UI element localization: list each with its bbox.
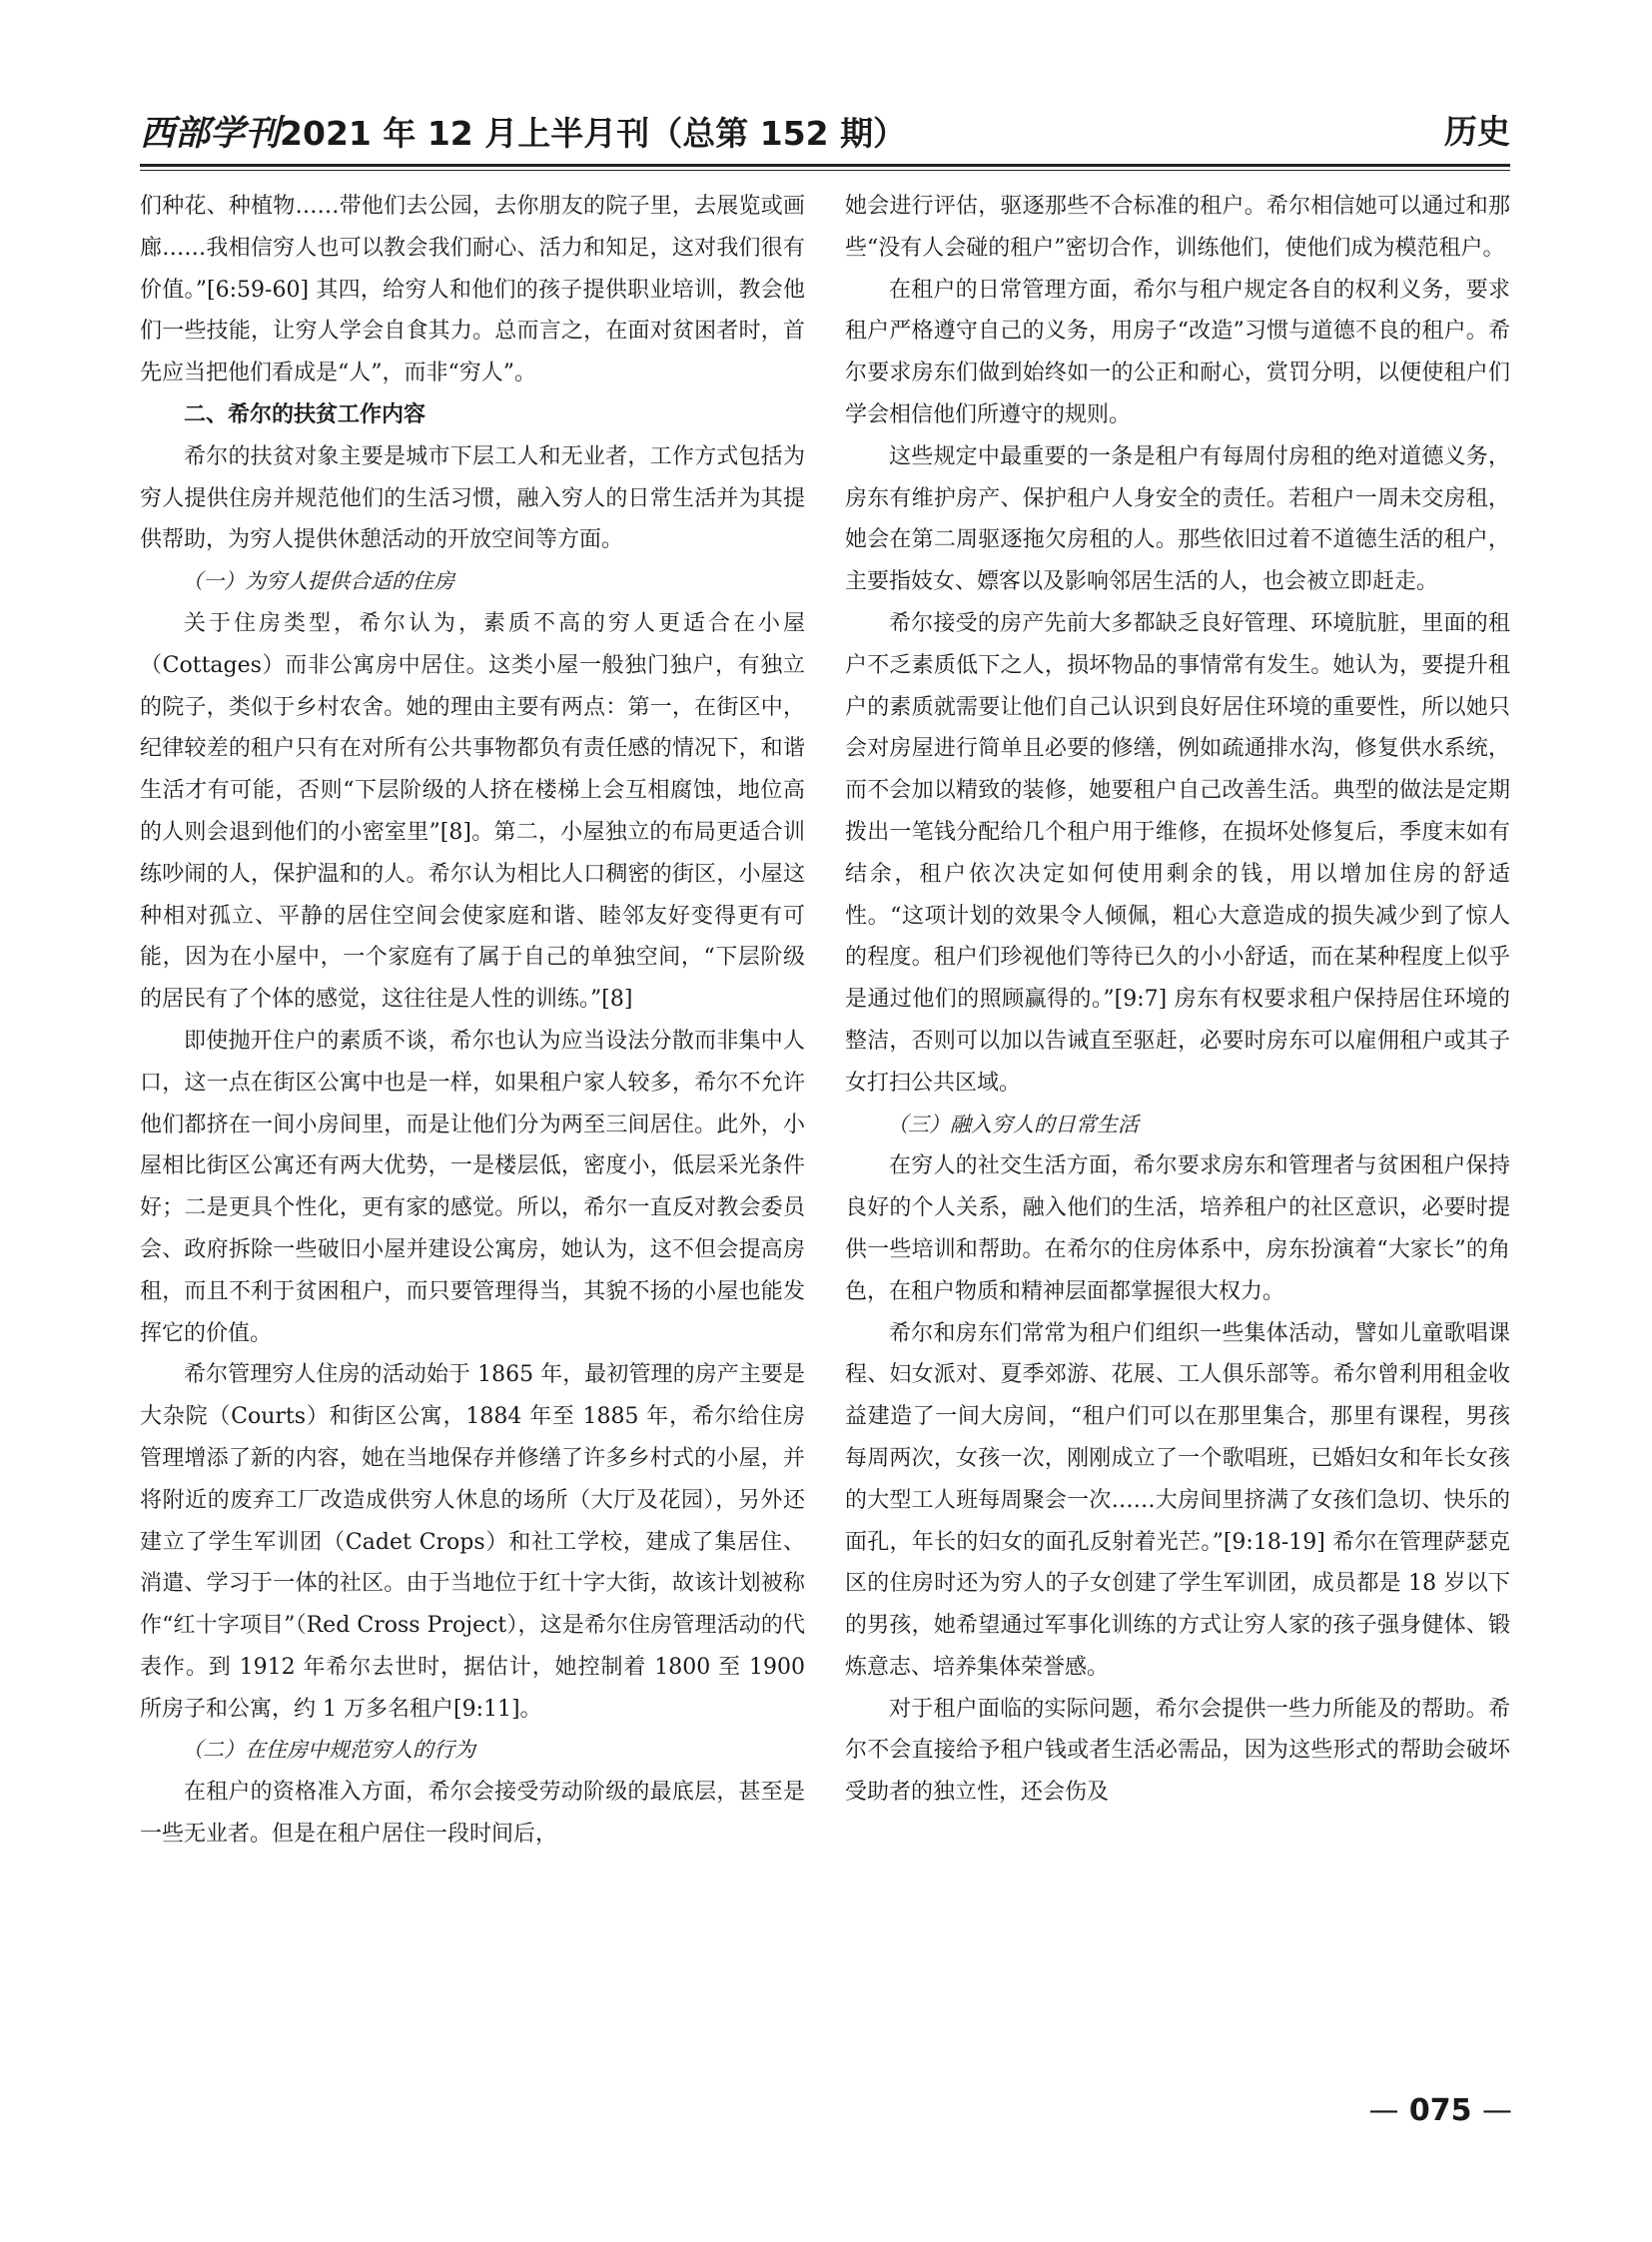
subsection-heading: （三）融入穷人的日常生活: [887, 1112, 1139, 1136]
header-rule-thin: [140, 170, 1510, 171]
journal-logo: 西部学刊: [140, 113, 281, 154]
paragraph: 希尔和房东们常常为租户们组织一些集体活动，譬如儿童歌唱课程、妇女派对、夏季郊游、花展、工人俱乐部等。希尔曾利用租金收益建造了一间大房间，“租户们可以在那里集合，那里有课程，男孩每周两次，女孩一次，刚刚成立了一个歌唱班，已婚妇女和年长女孩的大型工人班每周聚会一次……大房间里挤满了女孩们急切、快乐的面孔，年长的妇女的面孔反射着光芒。”[9:18-19] 希尔在管理萨瑟克区的住房时还为穷人的子女创建了学生军训团，成员都是 18 岁以下的男孩，她希望通过军事化训练的方式让穷人家的孩子强身健体、锻炼意志、培养集体荣誉感。: [845, 1320, 1510, 1680]
section-tag: 历史: [1444, 112, 1510, 151]
paragraph: 们种花、种植物……带他们去公园，去你朋友的院子里，去展览或画廊……我相信穷人也可以教会我们耐心、活力和知足，这对我们很有价值。”[6:59-60] 其四，给穷人和他们的孩子提供职业培训，教会他们一些技能，让穷人学会自食其力。总而言之，在面对贫困者时，首先应当把他们看成是“人”，而非“穷人”。: [140, 194, 805, 386]
paragraph: 在穷人的社交生活方面，希尔要求房东和管理者与贫困租户保持良好的个人关系，融入他们的生活，培养租户的社区意识，必要时提供一些培训和帮助。在希尔的住房体系中，房东扮演着“大家长”的角色，在租户物质和精神层面都掌握很大权力。: [845, 1153, 1510, 1304]
left-column: [140, 186, 805, 2063]
page-footer: [1368, 2093, 1512, 2128]
subsection-heading: （二）在住房中规范穷人的行为: [182, 1738, 475, 1763]
journal-title: [140, 106, 906, 156]
paragraph: 希尔接受的房产先前大多都缺乏良好管理、环境肮脏，里面的租户不乏素质低下之人，损坏物品的事情常有发生。她认为，要提升租户的素质就需要让他们自己认识到良好居住环境的重要性，所以她只会对房屋进行简单且必要的修缮，例如疏通排水沟，修复供水系统，而不会加以精致的装修，她要租户自己改善生活。典型的做法是定期拨出一笔钱分配给几个租户用于维修，在损坏处修复后，季度末如有结余，租户依次决定如何使用剩余的钱，用以增加住房的舒适性。“这项计划的效果令人倾佩，粗心大意造成的损失减少到了惊人的程度。租户们珍视他们等待已久的小小舒适，而在某种程度上似乎是通过他们的照顾赢得的。”[9:7] 房东有权要求租户保持居住环境的整洁，否则可以加以告诫直至驱赶，必要时房东可以雇佣租户或其子女打扫公共区域。: [845, 610, 1510, 1096]
paragraph: 希尔管理穷人住房的活动始于 1865 年，最初管理的房产主要是大杂院（Courts）和街区公寓，1884 年至 1885 年，希尔给住房管理增添了新的内容，她在当地保存并修缮了许多乡村式的小屋，并将附近的废弃工厂改造成供穷人休息的场所（大厅及花园），另外还建立了学生军训团（Cadet Crops）和社工学校，建成了集居住、消遣、学习于一体的社区。由于当地位于红十字大街，故该计划被称作“红十字项目”（Red Cross Project），这是希尔住房管理活动的代表作。到 1912 年希尔去世时，据估计，她控制着 1800 至 1900 所房子和公寓，约 1 万多名租户[9:11]。: [140, 1362, 805, 1722]
paragraph: 在租户的日常管理方面，希尔与租户规定各自的权利义务，要求租户严格遵守自己的义务，用房子“改造”习惯与道德不良的租户。希尔要求房东们做到始终如一的公正和耐心，赏罚分明，以便使租户们学会相信他们所遵守的规则。: [845, 277, 1510, 427]
paragraph: 希尔的扶贫对象主要是城市下层工人和无业者，工作方式包括为穷人提供住房并规范他们的生活习惯，融入穷人的日常生活并为其提供帮助，为穷人提供休憩活动的开放空间等方面。: [140, 443, 805, 553]
footer-dash-left: —: [1368, 2093, 1399, 2128]
journal-issue: 2021 年 12 月上半月刊（总第 152 期）: [280, 114, 907, 153]
paragraph: 关于住房类型，希尔认为，素质不高的穷人更适合在小屋（Cottages）而非公寓房中居住。这类小屋一般独门独户，有独立的院子，类似于乡村农舍。她的理由主要有两点：第一，在街区中，纪律较差的租户只有在对所有公共事物都负有责任感的情况下，和谐生活才有可能，否则“下层阶级的人挤在楼梯上会互相腐蚀，地位高的人则会退到他们的小密室里”[8]。第二，小屋独立的布局更适合训练吵闹的人，保护温和的人。希尔认为相比人口稠密的街区，小屋这种相对孤立、平静的居住空间会使家庭和谐、睦邻友好变得更有可能，因为在小屋中，一个家庭有了属于自己的单独空间，“下层阶级的居民有了个体的感觉，这往往是人性的训练。”[8]: [140, 610, 805, 1013]
paragraph: 她会进行评估，驱逐那些不合标准的租户。希尔相信她可以通过和那些“没有人会碰的租户”密切合作，训练他们，使他们成为模范租户。: [845, 194, 1510, 261]
paragraph: 这些规定中最重要的一条是租户有每周付房租的绝对道德义务，房东有维护房产、保护租户人身安全的责任。若租户一周未交房租，她会在第二周驱逐拖欠房租的人。那些依旧过着不道德生活的租户，主要指妓女、嫖客以及影响邻居生活的人，也会被立即赶走。: [845, 443, 1510, 595]
paragraph: 在租户的资格准入方面，希尔会接受劳动阶级的最底层，甚至是一些无业者。但是在租户居住一段时间后，: [140, 1780, 805, 1848]
right-column: [845, 186, 1510, 2063]
subsection-heading: （一）为穷人提供合适的住房: [182, 569, 454, 594]
paragraph: 即使抛开住户的素质不谈，希尔也认为应当设法分散而非集中人口，这一点在街区公寓中也是一样，如果租户家人较多，希尔不允许他们都挤在一间小房间里，而是让他们分为两至三间居住。此外，小屋相比街区公寓还有两大优势，一是楼层低，密度小，低层采光条件好；二是更具个性化，更有家的感觉。所以，希尔一直反对教会委员会、政府拆除一些破旧小屋并建设公寓房，她认为，这不但会提高房租，而且不利于贫困租户，而只要管理得当，其貌不扬的小屋也能发挥它的价值。: [140, 1028, 805, 1346]
paragraph: 对于租户面临的实际问题，希尔会提供一些力所能及的帮助。希尔不会直接给予租户钱或者生活必需品，因为这些形式的帮助会破坏受助者的独立性，还会伤及: [845, 1696, 1510, 1806]
header-rule: [140, 164, 1510, 167]
page-header: [140, 100, 1510, 166]
section-heading: 二、希尔的扶贫工作内容: [184, 401, 426, 427]
page-number: 075: [1408, 2093, 1472, 2128]
footer-dash-right: —: [1482, 2093, 1512, 2128]
